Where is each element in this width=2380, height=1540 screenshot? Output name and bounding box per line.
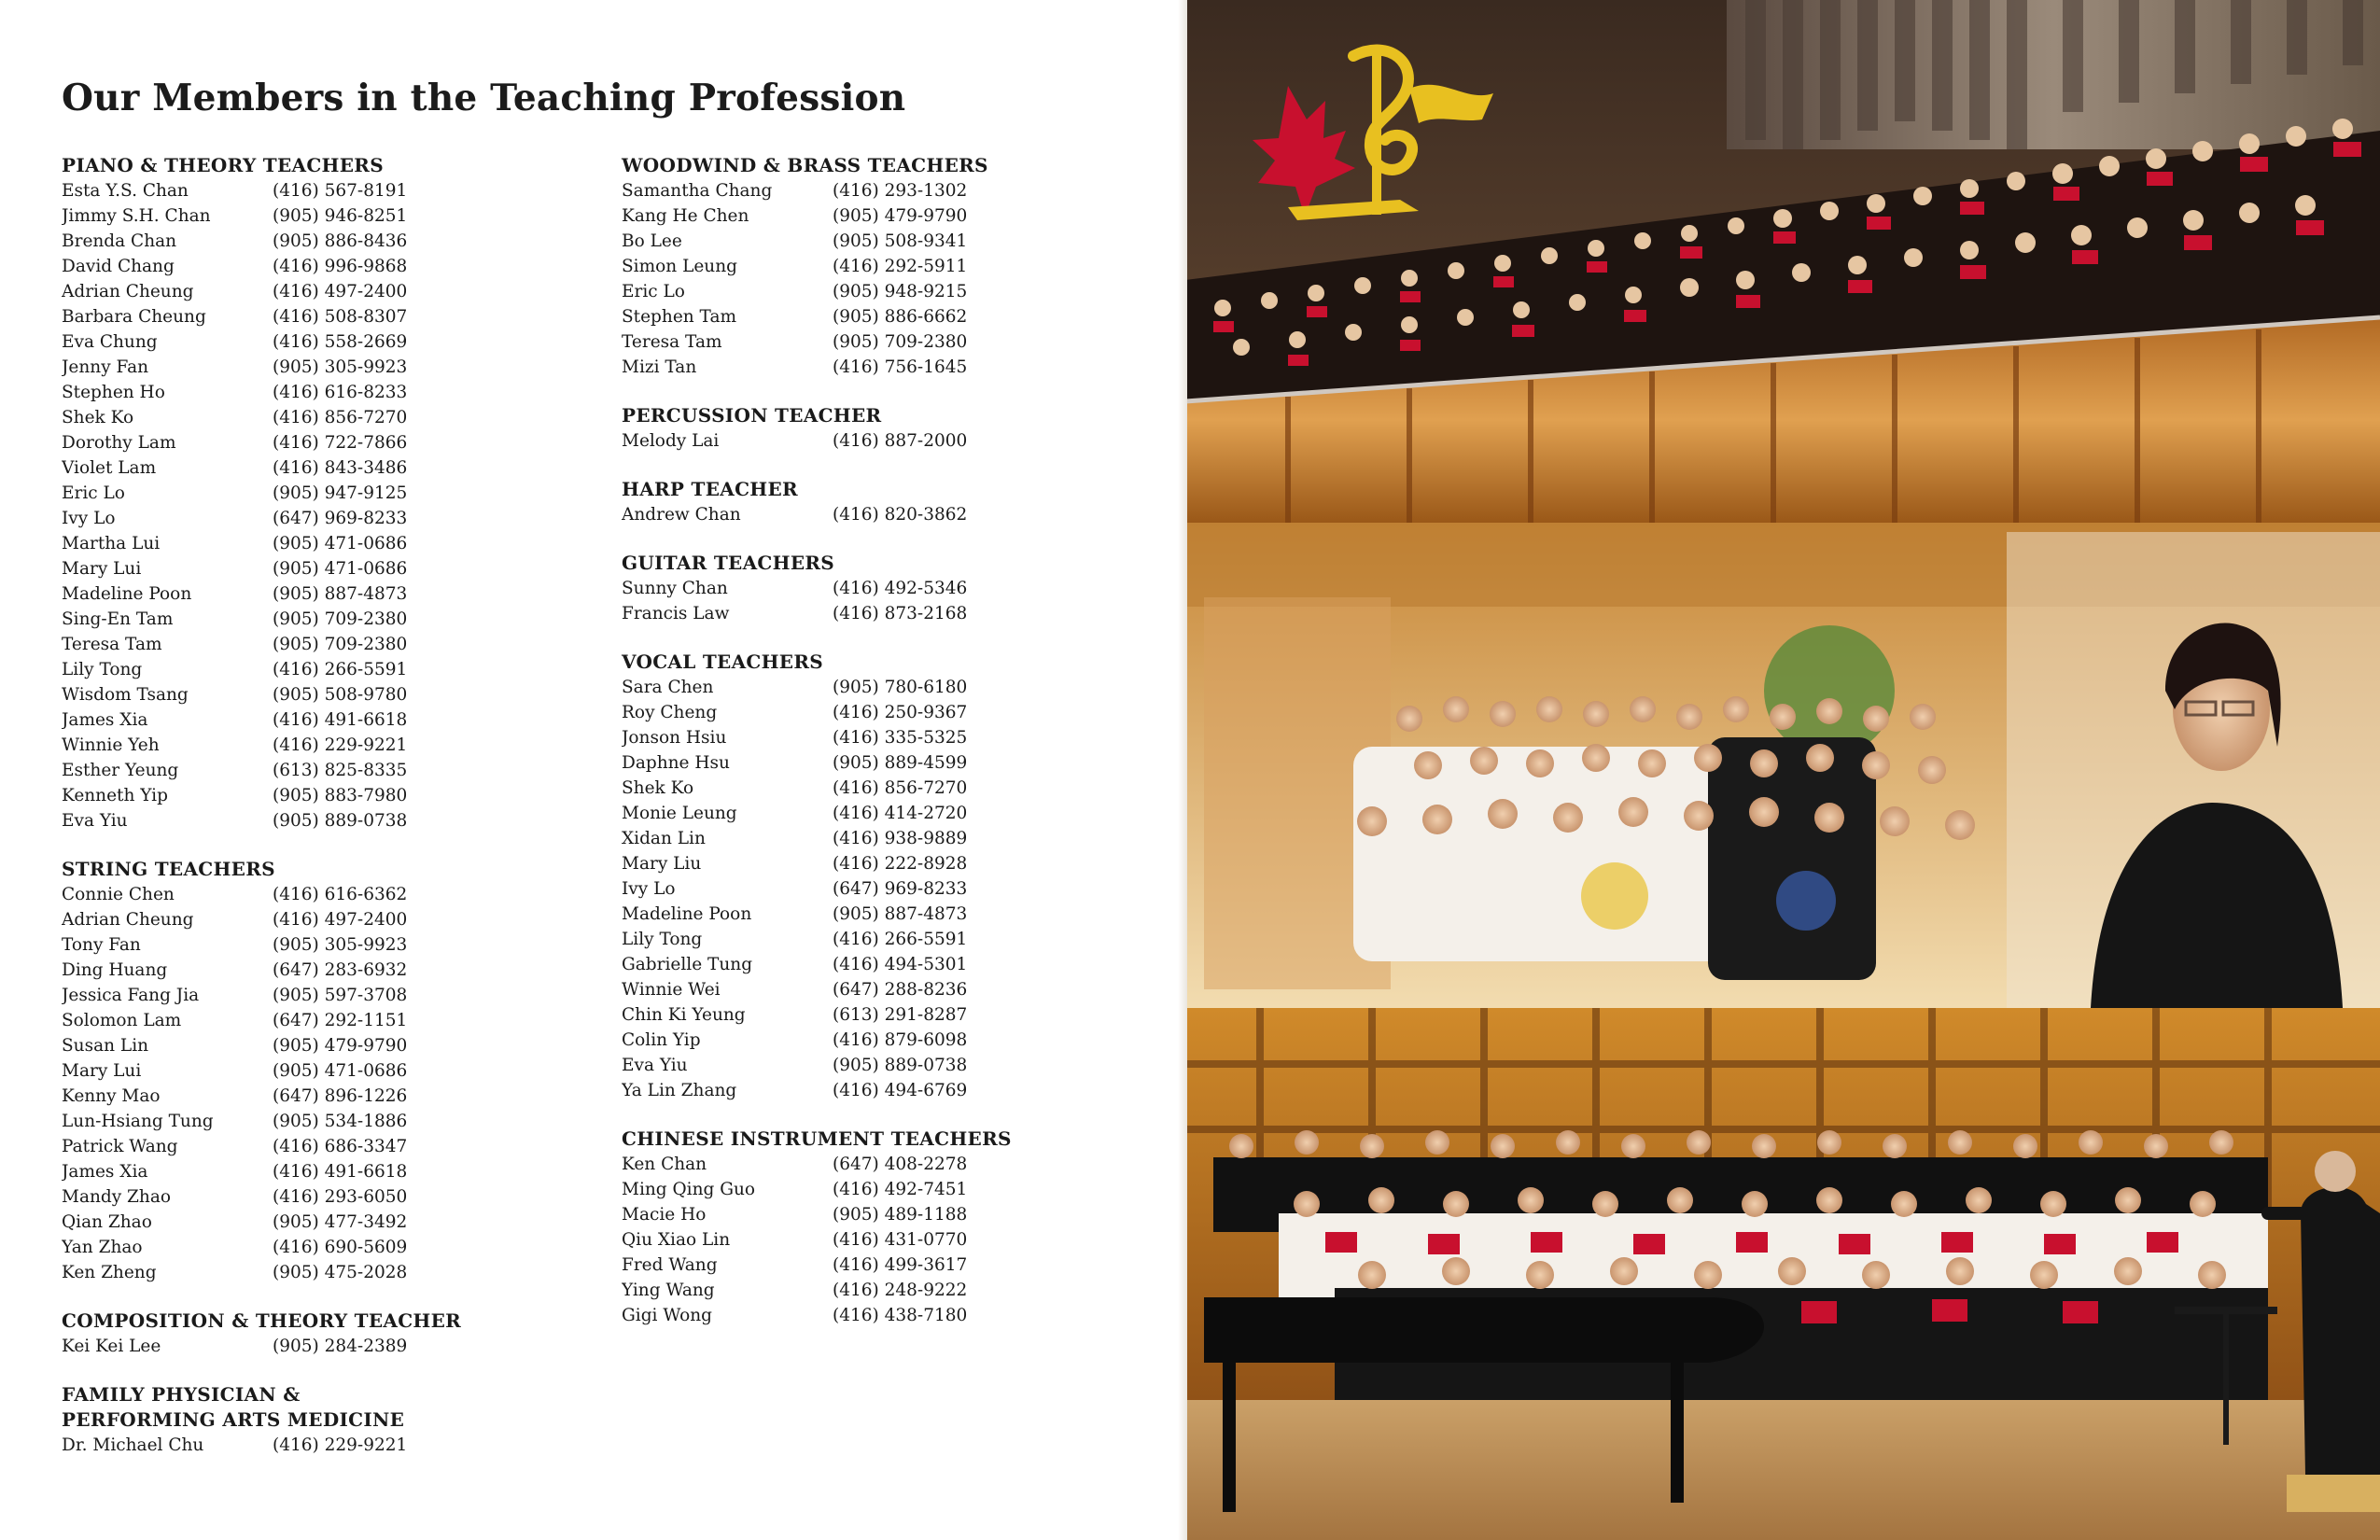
teacher-entry [62, 607, 584, 632]
teacher-entry [622, 675, 1163, 700]
teacher-name: Sing-En Tam [62, 609, 174, 629]
teacher-phone: (416) 558-2669 [273, 332, 408, 352]
teacher-phone: (905) 889-0738 [273, 811, 408, 831]
teacher-name: Ken Chan [622, 1155, 707, 1174]
teacher-entry [622, 902, 1163, 927]
choir-photo-collage [1185, 0, 2380, 1540]
teacher-entry [62, 882, 584, 907]
teacher-name: Winnie Yeh [62, 735, 160, 755]
teacher-section [62, 1309, 584, 1359]
teacher-name: Kenneth Yip [62, 786, 168, 805]
teacher-phone: (416) 292-5911 [833, 257, 968, 276]
teacher-name: Francis Law [622, 604, 730, 623]
teacher-phone: (905) 489-1188 [833, 1205, 968, 1225]
teacher-entry [62, 932, 584, 958]
teacher-phone: (416) 567-8191 [273, 181, 408, 201]
teacher-phone: (416) 887-2000 [833, 431, 968, 451]
teacher-entry [622, 1002, 1163, 1028]
teacher-phone: (416) 266-5591 [273, 660, 408, 679]
teacher-name: Mary Lui [62, 559, 142, 579]
teacher-name: Brenda Chan [62, 231, 177, 251]
teacher-entry [62, 783, 584, 808]
teacher-entry [62, 506, 584, 531]
teacher-phone: (416) 497-2400 [273, 282, 408, 301]
teacher-name: Mizi Tan [622, 357, 697, 377]
teacher-phone: (905) 887-4873 [273, 584, 408, 604]
teacher-phone: (416) 690-5609 [273, 1238, 408, 1257]
teacher-entry [622, 750, 1163, 776]
section-heading: PIANO & THEORY TEACHERS [62, 154, 384, 176]
teacher-name: Jonson Hsiu [622, 728, 727, 748]
teacher-entry [62, 1109, 584, 1134]
teacher-phone: (905) 889-4599 [833, 753, 968, 773]
teacher-name: Qiu Xiao Lin [622, 1230, 731, 1250]
section-heading: PERCUSSION TEACHER [622, 404, 882, 427]
teacher-phone: (416) 492-7451 [833, 1180, 968, 1199]
teacher-name: Mandy Zhao [62, 1187, 171, 1207]
teacher-name: Andrew Chan [622, 505, 741, 525]
teacher-phone: (647) 969-8233 [273, 509, 408, 528]
teacher-entry [62, 405, 584, 430]
teacher-phone: (613) 825-8335 [273, 761, 408, 780]
teacher-entry [62, 380, 584, 405]
teacher-entry [62, 531, 584, 556]
teacher-section [622, 551, 1163, 626]
teacher-name: Eric Lo [62, 483, 125, 503]
teacher-entry [622, 826, 1163, 851]
teacher-name: Qian Zhao [62, 1212, 152, 1232]
teacher-name: Barbara Cheung [62, 307, 206, 327]
teacher-name: Ding Huang [62, 960, 168, 980]
teacher-phone: (905) 709-2380 [273, 609, 408, 629]
teacher-entry [622, 279, 1163, 304]
teacher-section [622, 153, 1163, 380]
teacher-phone: (905) 946-8251 [273, 206, 408, 226]
teacher-name: Ivy Lo [62, 509, 116, 528]
teacher-name: Teresa Tam [62, 635, 162, 654]
teacher-phone: (905) 709-2380 [273, 635, 408, 654]
teacher-entry [62, 1033, 584, 1058]
teacher-phone: (905) 305-9923 [273, 935, 408, 955]
section-heading: GUITAR TEACHERS [622, 552, 835, 574]
section-heading: COMPOSITION & THEORY TEACHER [62, 1309, 462, 1332]
teacher-phone: (905) 508-9780 [273, 685, 408, 705]
teacher-entry [62, 1235, 584, 1260]
teacher-phone: (905) 471-0686 [273, 1061, 408, 1081]
teacher-phone: (905) 471-0686 [273, 559, 408, 579]
teacher-name: Esther Yeung [62, 761, 179, 780]
teacher-entry [62, 229, 584, 254]
teacher-phone: (905) 508-9341 [833, 231, 968, 251]
teacher-entry [622, 1053, 1163, 1078]
teacher-entry [622, 1078, 1163, 1103]
teacher-name: Samantha Chang [622, 181, 773, 201]
teacher-phone: (416) 873-2168 [833, 604, 968, 623]
teacher-phone: (416) 266-5591 [833, 930, 968, 949]
teacher-entry [62, 758, 584, 783]
teacher-phone: (905) 305-9923 [273, 357, 408, 377]
teacher-phone: (416) 293-6050 [273, 1187, 408, 1207]
teacher-entry [622, 1278, 1163, 1303]
teacher-entry [62, 430, 584, 455]
teacher-entry [62, 1210, 584, 1235]
teacher-name: Kenny Mao [62, 1086, 161, 1106]
teacher-phone: (647) 292-1151 [273, 1011, 408, 1030]
teacher-name: Shek Ko [622, 778, 694, 798]
teacher-entry [622, 254, 1163, 279]
teacher-entry [62, 632, 584, 657]
teacher-entry [622, 304, 1163, 329]
teacher-name: Solomon Lam [62, 1011, 182, 1030]
page-gutter [1178, 0, 1187, 1540]
teacher-phone: (416) 293-1302 [833, 181, 968, 201]
teacher-phone: (613) 291-8287 [833, 1005, 968, 1025]
teacher-phone: (647) 969-8233 [833, 879, 968, 899]
teacher-name: Eva Yiu [622, 1056, 688, 1075]
teacher-name: Melody Lai [622, 431, 720, 451]
teacher-phone: (416) 229-9221 [273, 735, 408, 755]
teacher-name: Daphne Hsu [622, 753, 730, 773]
teacher-section [622, 1127, 1163, 1328]
teacher-entry [62, 304, 584, 329]
teacher-name: Tony Fan [62, 935, 141, 955]
teacher-phone: (416) 722-7866 [273, 433, 408, 453]
teacher-entry [622, 1227, 1163, 1253]
teacher-phone: (416) 756-1645 [833, 357, 968, 377]
teacher-phone: (416) 335-5325 [833, 728, 968, 748]
teacher-phone: (905) 475-2028 [273, 1263, 408, 1282]
teacher-entry [62, 1134, 584, 1159]
teacher-phone: (905) 597-3708 [273, 986, 408, 1005]
teacher-phone: (416) 250-9367 [833, 703, 968, 722]
teacher-entry [62, 983, 584, 1008]
teacher-name: Simon Leung [622, 257, 737, 276]
teacher-entry [62, 254, 584, 279]
teacher-phone: (416) 248-9222 [833, 1281, 968, 1300]
teacher-phone: (905) 479-9790 [833, 206, 968, 226]
teacher-name: Ying Wang [622, 1281, 715, 1300]
teacher-name: Adrian Cheung [62, 282, 194, 301]
teacher-entry [62, 733, 584, 758]
teacher-name: Sara Chen [622, 678, 714, 697]
teacher-name: Xidan Lin [622, 829, 706, 848]
teacher-phone: (647) 408-2278 [833, 1155, 968, 1174]
teacher-entry [622, 502, 1163, 527]
teacher-name: David Chang [62, 257, 175, 276]
teacher-name: Violet Lam [62, 458, 157, 478]
teacher-phone: (416) 494-5301 [833, 955, 968, 974]
teacher-phone: (416) 996-9868 [273, 257, 408, 276]
teacher-name: Kang He Chen [622, 206, 749, 226]
teacher-phone: (905) 780-6180 [833, 678, 968, 697]
teacher-entry [62, 279, 584, 304]
teacher-phone: (416) 820-3862 [833, 505, 968, 525]
teacher-name: Stephen Ho [62, 383, 165, 402]
teacher-entry [622, 1253, 1163, 1278]
teacher-section [62, 1382, 584, 1458]
teacher-entry [62, 1433, 584, 1458]
teacher-entry [622, 329, 1163, 355]
teacher-name: Susan Lin [62, 1036, 149, 1056]
teacher-phone: (416) 414-2720 [833, 804, 968, 823]
teacher-phone: (416) 229-9221 [273, 1435, 408, 1455]
teacher-phone: (416) 497-2400 [273, 910, 408, 930]
teacher-name: Macie Ho [622, 1205, 707, 1225]
teacher-entry [62, 455, 584, 481]
teacher-name: Gabrielle Tung [622, 955, 753, 974]
teacher-phone: (905) 471-0686 [273, 534, 408, 553]
teacher-entry [622, 952, 1163, 977]
teacher-section [622, 650, 1163, 1103]
teacher-phone: (905) 887-4873 [833, 904, 968, 924]
teacher-name: Roy Cheng [622, 703, 718, 722]
teacher-entry [622, 776, 1163, 801]
teacher-phone: (416) 499-3617 [833, 1255, 968, 1275]
teacher-name: Martha Lui [62, 534, 161, 553]
section-heading: FAMILY PHYSICIAN & PERFORMING ARTS MEDICINE [62, 1383, 405, 1431]
teacher-section [622, 477, 1163, 527]
teacher-name: Eric Lo [622, 282, 685, 301]
teacher-entry [622, 178, 1163, 203]
teacher-name: Mary Lui [62, 1061, 142, 1081]
teacher-name: Madeline Poon [622, 904, 752, 924]
teacher-phone: (416) 616-6362 [273, 885, 408, 904]
teacher-entry [622, 801, 1163, 826]
teacher-phone: (905) 886-8436 [273, 231, 408, 251]
section-heading: CHINESE INSTRUMENT TEACHERS [622, 1127, 1012, 1150]
teacher-entry [622, 203, 1163, 229]
teacher-section [62, 857, 584, 1285]
teacher-entry [622, 1152, 1163, 1177]
teacher-phone: (647) 896-1226 [273, 1086, 408, 1106]
teacher-name: Esta Y.S. Chan [62, 181, 189, 201]
teacher-phone: (416) 616-8233 [273, 383, 408, 402]
teacher-phone: (905) 477-3492 [273, 1212, 408, 1232]
teacher-phone: (905) 284-2389 [273, 1337, 408, 1356]
teacher-name: Bo Lee [622, 231, 682, 251]
section-heading: WOODWIND & BRASS TEACHERS [622, 154, 988, 176]
teacher-name: Jenny Fan [62, 357, 149, 377]
teacher-entry [622, 1177, 1163, 1202]
teacher-name: Ken Zheng [62, 1263, 157, 1282]
teacher-phone: (905) 948-9215 [833, 282, 968, 301]
teacher-entry [622, 428, 1163, 454]
teacher-phone: (416) 431-0770 [833, 1230, 968, 1250]
teacher-name: Adrian Cheung [62, 910, 194, 930]
teacher-entry [62, 958, 584, 983]
teacher-entry [622, 229, 1163, 254]
teacher-entry [62, 355, 584, 380]
teacher-entry [62, 1058, 584, 1084]
teacher-phone: (905) 889-0738 [833, 1056, 968, 1075]
teacher-entry [62, 682, 584, 707]
teacher-entry [62, 808, 584, 833]
teacher-entry [62, 556, 584, 581]
teacher-entry [62, 1159, 584, 1184]
teacher-entry [62, 481, 584, 506]
teacher-name: Fred Wang [622, 1255, 718, 1275]
teacher-entry [622, 355, 1163, 380]
teacher-name: Teresa Tam [622, 332, 722, 352]
teacher-phone: (416) 492-5346 [833, 579, 968, 598]
teacher-entry [62, 1184, 584, 1210]
teacher-entry [622, 927, 1163, 952]
directory-page [0, 0, 1185, 1540]
teacher-entry [62, 1084, 584, 1109]
teacher-entry [62, 1008, 584, 1033]
teacher-name: James Xia [62, 710, 148, 730]
teacher-name: Chin Ki Yeung [622, 1005, 746, 1025]
teacher-phone: (905) 886-6662 [833, 307, 968, 327]
teacher-name: Ya Lin Zhang [622, 1081, 737, 1100]
teacher-phone: (416) 843-3486 [273, 458, 408, 478]
teacher-phone: (416) 222-8928 [833, 854, 968, 874]
teacher-name: James Xia [62, 1162, 148, 1182]
teacher-entry [622, 1303, 1163, 1328]
section-heading: VOCAL TEACHERS [622, 651, 824, 673]
teacher-entry [62, 707, 584, 733]
teacher-name: Winnie Wei [622, 980, 721, 1000]
teacher-phone: (416) 494-6769 [833, 1081, 968, 1100]
teacher-name: Monie Leung [622, 804, 737, 823]
teacher-name: Ivy Lo [622, 879, 676, 899]
teacher-entry [62, 203, 584, 229]
choir-photo [1185, 0, 2380, 1540]
teacher-phone: (647) 288-8236 [833, 980, 968, 1000]
teacher-phone: (905) 534-1886 [273, 1112, 408, 1131]
teacher-section [62, 153, 584, 833]
teacher-entry [62, 178, 584, 203]
teacher-phone: (416) 508-8307 [273, 307, 408, 327]
teacher-phone: (416) 438-7180 [833, 1306, 968, 1325]
teacher-entry [622, 977, 1163, 1002]
teacher-name: Patrick Wang [62, 1137, 178, 1156]
teacher-name: Stephen Tam [622, 307, 737, 327]
teacher-phone: (416) 491-6618 [273, 1162, 408, 1182]
teacher-entry [622, 851, 1163, 876]
teacher-entry [622, 700, 1163, 725]
teacher-phone: (416) 491-6618 [273, 710, 408, 730]
teacher-entry [62, 1260, 584, 1285]
directory-column-right [622, 153, 1163, 1351]
teacher-name: Jimmy S.H. Chan [62, 206, 211, 226]
teacher-name: Dorothy Lam [62, 433, 176, 453]
teacher-entry [62, 907, 584, 932]
teacher-entry [622, 725, 1163, 750]
directory-column-left [62, 153, 584, 1481]
teacher-entry [62, 1334, 584, 1359]
teacher-name: Jessica Fang Jia [62, 986, 200, 1005]
teacher-entry [622, 576, 1163, 601]
teacher-name: Madeline Poon [62, 584, 192, 604]
teacher-entry [62, 329, 584, 355]
teacher-name: Wisdom Tsang [62, 685, 189, 705]
teacher-phone: (416) 856-7270 [273, 408, 408, 427]
teacher-entry [622, 1202, 1163, 1227]
teacher-name: Connie Chen [62, 885, 175, 904]
teacher-name: Colin Yip [622, 1030, 701, 1050]
teacher-name: Dr. Michael Chu [62, 1435, 204, 1455]
teacher-name: Yan Zhao [62, 1238, 143, 1257]
teacher-name: Kei Kei Lee [62, 1337, 161, 1356]
section-heading: STRING TEACHERS [62, 858, 275, 880]
teacher-name: Lily Tong [62, 660, 143, 679]
teacher-name: Gigi Wong [622, 1306, 712, 1325]
teacher-name: Mary Liu [622, 854, 702, 874]
teacher-name: Shek Ko [62, 408, 134, 427]
teacher-entry [622, 876, 1163, 902]
teacher-section [622, 403, 1163, 454]
teacher-name: Eva Chung [62, 332, 158, 352]
teacher-entry [62, 581, 584, 607]
page-title: Our Members in the Teaching Profession [62, 77, 906, 119]
organ-pipes [1727, 0, 2380, 149]
conductor-portrait [2007, 532, 2380, 1017]
teacher-phone: (416) 938-9889 [833, 829, 968, 848]
teacher-phone: (416) 686-3347 [273, 1137, 408, 1156]
teacher-name: Sunny Chan [622, 579, 728, 598]
teacher-name: Eva Yiu [62, 811, 128, 831]
teacher-phone: (905) 947-9125 [273, 483, 408, 503]
teacher-phone: (416) 856-7270 [833, 778, 968, 798]
teacher-phone: (905) 883-7980 [273, 786, 408, 805]
teacher-entry [622, 601, 1163, 626]
teacher-phone: (905) 479-9790 [273, 1036, 408, 1056]
teacher-phone: (905) 709-2380 [833, 332, 968, 352]
teacher-name: Lun-Hsiang Tung [62, 1112, 214, 1131]
teacher-name: Ming Qing Guo [622, 1180, 756, 1199]
teacher-phone: (416) 879-6098 [833, 1030, 968, 1050]
teacher-entry [62, 657, 584, 682]
teacher-name: Lily Tong [622, 930, 703, 949]
teacher-entry [622, 1028, 1163, 1053]
section-heading: HARP TEACHER [622, 478, 798, 500]
teacher-phone: (647) 283-6932 [273, 960, 408, 980]
